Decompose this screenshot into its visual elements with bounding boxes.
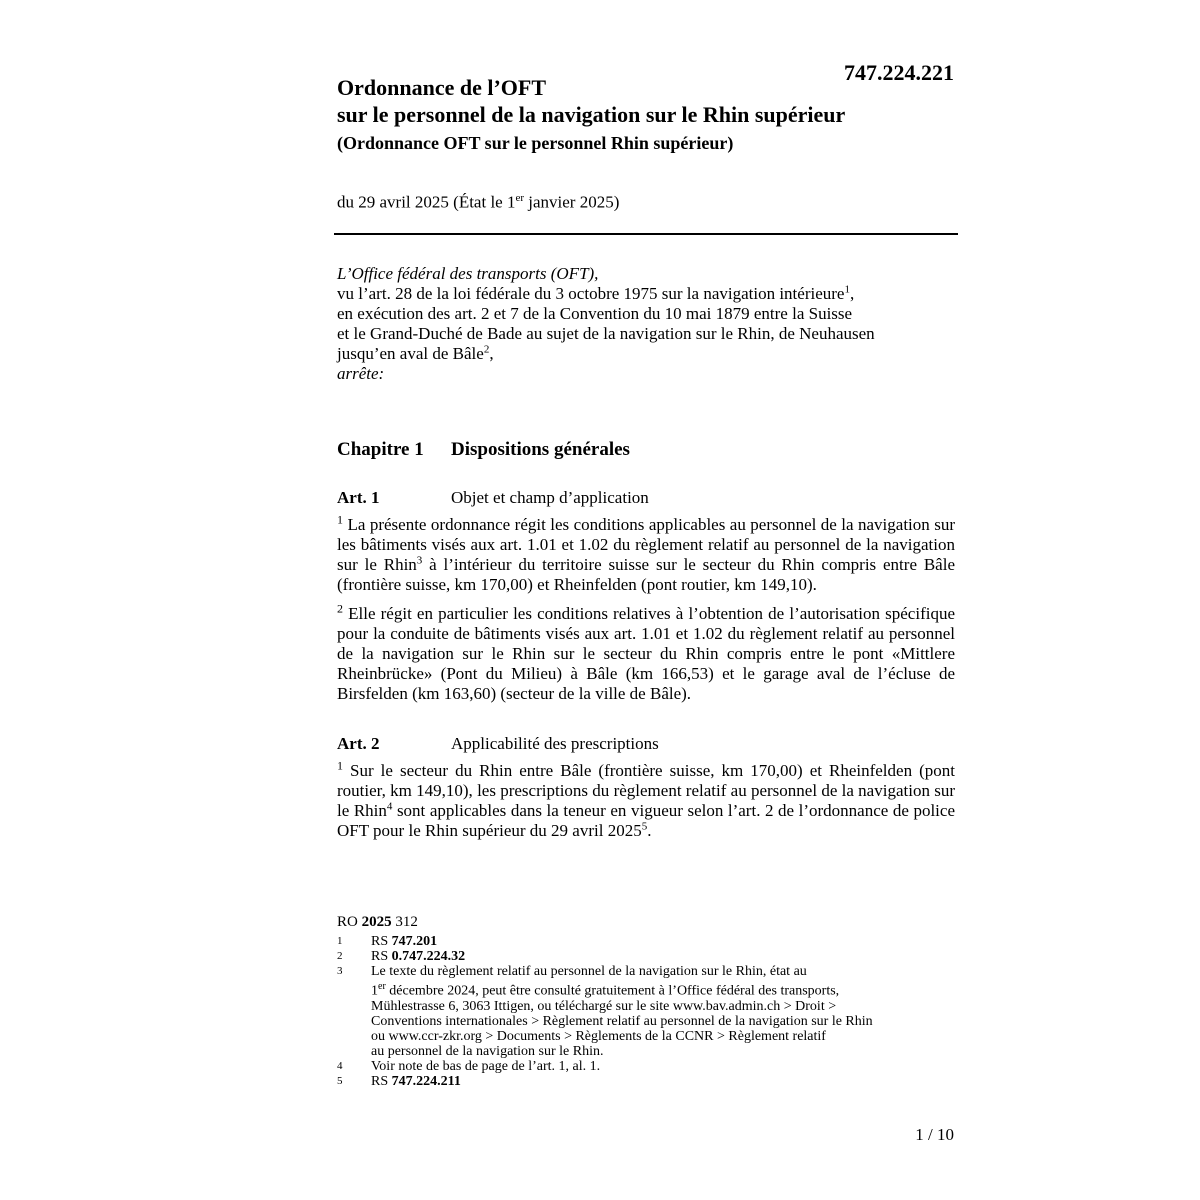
preamble-line-2: en exécution des art. 2 et 7 de la Convention du 10 mai 1879 entre la Suisse bbox=[337, 304, 853, 323]
preamble bbox=[337, 264, 957, 384]
preamble-line-3: et le Grand-Duché de Bade au sujet de la navigation sur le Rhin, de Neuhausen bbox=[337, 324, 875, 343]
alinea-number: 1 bbox=[337, 758, 343, 773]
short-title: (Ordonnance OFT sur le personnel Rhin supérieur) bbox=[337, 133, 734, 153]
article-2-p1-text-b: sont applicables dans la teneur en vigueur selon l’art. 2 de l’ordonnance de police OFT pour le Rhin supérieur du 29 avril 2025 bbox=[337, 801, 955, 840]
preamble-line-4-text: jusqu’en aval de Bâle bbox=[337, 344, 484, 363]
footnote-3-line-4: Conventions internationales > Règlement relatif au personnel de la navigation sur le Rhin bbox=[371, 1013, 873, 1029]
article-2-heading bbox=[337, 734, 955, 754]
article-1-number: Art. 1 bbox=[337, 488, 380, 507]
footnote-text bbox=[371, 1074, 957, 1089]
footnote-3-day: 1 bbox=[371, 983, 378, 999]
chapter-title: Dispositions générales bbox=[451, 439, 630, 460]
footnote-rs: 747.201 bbox=[391, 934, 438, 949]
footnote-3-line-2 bbox=[371, 979, 957, 999]
footnote-number: 2 bbox=[337, 950, 343, 962]
preamble-decree: arrête: bbox=[337, 364, 385, 383]
footnote-4 bbox=[337, 1059, 957, 1074]
chapter-heading bbox=[337, 439, 630, 461]
footnote-3-line-2-text: décembre 2024, peut être consulté gratuitement à l’Office fédéral des transports, bbox=[385, 983, 840, 999]
footnote-rs: 747.224.211 bbox=[391, 1073, 461, 1089]
article-1-p2-text: Elle régit en particulier les conditions relatives à l’obtention de l’autorisation spécifique pour la conduite de bâtiments visés aux art. 1.01 et 1.02 du règlement relatif au personnel de la navigation sur le Rhin sur le secteur du Rhin compris entre le pont «Mittlere Rheinbrücke» (Pont du Milieu) à Bâle (km 166,53) et le garage aval de l’écluse de Birsfelden (km 163,60) (secteur de la ville de Bâle). bbox=[337, 604, 955, 703]
alinea-number: 2 bbox=[337, 601, 343, 616]
article-2-paragraph-1 bbox=[337, 758, 955, 841]
article-1-p1-text-b: à l’intérieur du territoire suisse sur le secteur du Rhin compris entre Bâle (frontière suisse, km 170,00) et Rheinfelden (pont routier, km 149,10). bbox=[337, 555, 955, 594]
ro-prefix: RO bbox=[337, 914, 362, 930]
title-line-1: Ordonnance de l’OFT bbox=[337, 75, 547, 100]
date-sup: er bbox=[515, 192, 525, 204]
footnote-text: Voir note de bas de page de l’art. 1, al. 1. bbox=[371, 1058, 601, 1074]
preamble-line-4 bbox=[337, 344, 957, 364]
page-number: 1 / 10 bbox=[915, 1125, 954, 1144]
article-1-paragraph-2 bbox=[337, 601, 955, 704]
article-1-title: Objet et champ d’application bbox=[451, 488, 649, 507]
date-suffix: janvier 2025) bbox=[524, 192, 620, 212]
article-2-title: Applicabilité des prescriptions bbox=[451, 734, 659, 753]
preamble-line-1-end: , bbox=[849, 284, 855, 303]
article-1-heading bbox=[337, 488, 955, 508]
date-line bbox=[337, 192, 619, 213]
article-1-paragraph-1 bbox=[337, 512, 955, 595]
footnote-3 bbox=[337, 964, 957, 1059]
preamble-authority: L’Office fédéral des transports (OFT), bbox=[337, 264, 599, 283]
title-block bbox=[337, 74, 937, 156]
chapter-label: Chapitre 1 bbox=[337, 439, 424, 460]
footnote-3-line-6: au personnel de la navigation sur le Rhin. bbox=[371, 1043, 604, 1059]
article-2 bbox=[337, 734, 955, 850]
footnotes bbox=[337, 934, 957, 1089]
ro-year: 2025 bbox=[361, 914, 392, 930]
article-1 bbox=[337, 488, 955, 713]
footnote-text bbox=[371, 964, 957, 1059]
article-2-p1-text-a: Sur le secteur du Rhin entre Bâle (frontière suisse, km 170,00) et Rheinfelden (pont routier, km 149,10), les prescriptions du règlement relatif au personnel de la navigation sur le Rhin bbox=[337, 761, 955, 820]
article-1-p1-text-a: La présente ordonnance régit les conditions applicables au personnel de la navigation sur les bâtiments visés aux art. 1.01 et 1.02 du règlement relatif au personnel de la navigation sur le Rhin bbox=[337, 515, 955, 574]
footnote-ref-4[interactable]: 4 bbox=[386, 800, 393, 813]
footnote-ref-5[interactable]: 5 bbox=[641, 820, 648, 833]
footnote-prefix: RS bbox=[371, 934, 392, 949]
alinea-number: 1 bbox=[337, 512, 343, 527]
footnote-3-sup: er bbox=[378, 981, 386, 992]
footnote-text bbox=[371, 934, 957, 949]
preamble-line-1-text: vu l’art. 28 de la loi fédérale du 3 octobre 1975 sur la navigation intérieure bbox=[337, 284, 845, 303]
article-2-number: Art. 2 bbox=[337, 734, 380, 753]
article-2-p1-text-c: . bbox=[647, 821, 652, 840]
footnote-number: 3 bbox=[337, 965, 343, 977]
footnote-2 bbox=[337, 949, 957, 964]
footnote-prefix: RS bbox=[371, 949, 392, 964]
footnote-3-line-5: ou www.ccr-zkr.org > Documents > Règlements de la CCNR > Règlement relatif bbox=[371, 1028, 826, 1044]
footnote-prefix: RS bbox=[371, 1073, 392, 1089]
header-divider bbox=[334, 233, 958, 235]
footnote-ref-1[interactable]: 1 bbox=[844, 283, 850, 296]
footnote-3-line-3: Mühlestrasse 6, 3063 Ittigen, ou téléchargé sur le site www.bav.admin.ch > Droit > bbox=[371, 998, 837, 1014]
footnote-number: 5 bbox=[337, 1074, 343, 1087]
title-line-2: sur le personnel de la navigation sur le Rhin supérieur bbox=[337, 102, 846, 127]
footnote-3-line-1: Le texte du règlement relatif au personnel de la navigation sur le Rhin, état au bbox=[371, 964, 807, 979]
ro-reference bbox=[337, 914, 418, 931]
footnote-5 bbox=[337, 1074, 957, 1089]
footnote-number: 4 bbox=[337, 1059, 343, 1072]
footnote-number: 1 bbox=[337, 935, 343, 947]
footnote-1 bbox=[337, 934, 957, 949]
preamble-line-4-end: , bbox=[489, 344, 494, 363]
rs-number: 747.224.221 bbox=[844, 60, 954, 85]
date-prefix: du 29 avril 2025 (État le 1 bbox=[337, 192, 516, 212]
footnote-ref-2[interactable]: 2 bbox=[483, 343, 490, 356]
preamble-line-1 bbox=[337, 284, 957, 304]
footnote-ref-3[interactable]: 3 bbox=[416, 554, 423, 567]
footnote-rs: 0.747.224.32 bbox=[391, 949, 466, 964]
footnote-text bbox=[371, 949, 957, 964]
ro-page: 312 bbox=[391, 914, 418, 930]
